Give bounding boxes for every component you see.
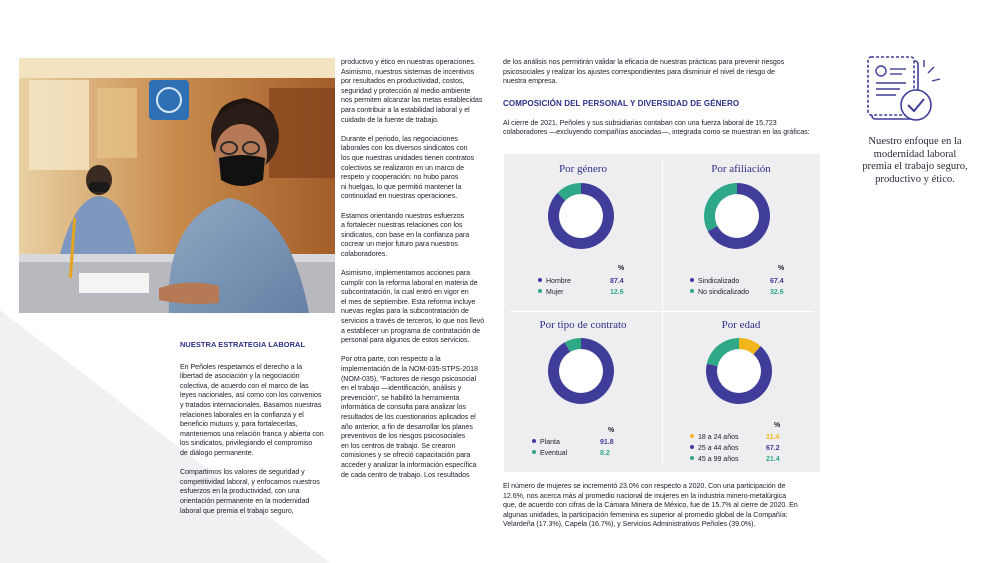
- text-line: respeto y cooperación: no hubo paros: [341, 173, 459, 182]
- text-line: el mes de septiembre. Esta reforma incluye: [341, 297, 476, 306]
- text-line: implementación de la NOM-035-STPS-2018: [341, 365, 478, 373]
- text-line: El número de mujeres se incrementó 23.0% con respecto a 2020. Con una participación de: [503, 482, 786, 490]
- paragraph: [503, 482, 820, 530]
- text-line: colectiva, de acuerdo con el marco de las: [180, 381, 309, 390]
- column-3: [503, 58, 820, 138]
- paragraph: [341, 58, 496, 125]
- legend-value: 12.6: [610, 289, 624, 296]
- text-line: nuevas reglas para la subcontratación de: [341, 307, 469, 316]
- text-line: esfuerzos en la productividad, con una: [180, 487, 300, 496]
- legend-value: 32.6: [770, 289, 784, 296]
- text-line: modernidad laboral: [873, 148, 957, 160]
- paragraph: [341, 355, 496, 480]
- text-line: de cada centro de trabajo. Los resultados: [341, 470, 470, 479]
- photo-illustration: [19, 58, 335, 313]
- text-line: seguridad y protección al medio ambiente: [341, 86, 471, 95]
- text-line: Estamos orientando nuestros esfuerzos: [341, 211, 465, 220]
- text-line: productivo y ético en nuestras operaciones.: [341, 58, 476, 66]
- text-line: orientación permanente en la modernidad: [180, 496, 310, 505]
- legend-dot-icon: [532, 450, 536, 454]
- text-line: prevención”, se habilitó la herramienta: [341, 393, 460, 402]
- text-line: personal para algunos de estos servicios.: [341, 336, 470, 345]
- text-line: libertad de asociación y la negociación: [180, 372, 300, 381]
- donut-hole: [560, 350, 603, 393]
- text-line: para contribuir a la estabilidad laboral y el: [341, 105, 470, 114]
- text-line: (NOM-035), “Factores de riesgo psicosocial: [341, 374, 477, 383]
- paragraph: [180, 363, 330, 459]
- text-line: en el trabajo —identificación, análisis y: [341, 384, 462, 393]
- legend-label: No sindicalizado: [698, 289, 749, 296]
- text-line: los sindicatos, privilegiando el compromiso: [180, 439, 313, 448]
- text-line: a establecer un programa de contratación de: [341, 326, 481, 335]
- chart-legend: [532, 437, 622, 459]
- worker-photo: [19, 58, 335, 313]
- text-line: y tratados internacionales. Basamos nuestras: [180, 400, 322, 409]
- text-line: sindicatos, con base en la confianza para: [341, 230, 470, 239]
- legend-entry: [690, 287, 790, 298]
- legend-label: Eventual: [540, 450, 568, 457]
- text-line: subcontratación, la cual entró en vigor en: [341, 288, 469, 297]
- legend-value: 21.4: [766, 456, 780, 463]
- unit-label: %: [778, 265, 785, 272]
- legend-value: 87.4: [610, 278, 624, 285]
- chart-legend: [538, 276, 628, 298]
- text-line: leyes nacionales, así como con los convenios: [180, 391, 322, 400]
- legend-label: Hombre: [546, 278, 571, 285]
- legend-entry: [690, 432, 790, 443]
- chart-title: Por afiliación: [711, 163, 771, 175]
- column-2: [341, 58, 496, 480]
- legend-label: 18 a 24 años: [698, 434, 739, 441]
- legend-dot-icon: [690, 445, 694, 449]
- legend-entry: [690, 454, 790, 465]
- legend-value: 67.4: [770, 278, 784, 285]
- legend-dot-icon: [690, 434, 694, 438]
- charts-panel: [504, 154, 820, 472]
- donut-chart: [546, 181, 616, 251]
- text-line: psicosociales y realizar los ajustes correspondientes para disminuir el nivel de riesgo de: [503, 67, 775, 76]
- text-line: Compartimos los valores de seguridad y: [180, 468, 305, 477]
- paragraph: [180, 468, 330, 516]
- text-line: colaboradores —excluyendo compañías asociadas—, integrada como se muestran en las gráficas:: [503, 128, 810, 137]
- text-line: beneficio mutuos y, para fortalecerlas,: [180, 420, 298, 429]
- paragraph: [341, 135, 496, 202]
- section-heading: NUESTRA ESTRATEGIA LABORAL: [180, 340, 306, 349]
- legend-value: 11.4: [766, 434, 780, 441]
- text-line: Asimismo, nuestros sistemas de incentivos: [341, 67, 475, 76]
- text-line: comisiones y se ofreció capacitación para: [341, 451, 471, 460]
- text-line: Al cierre de 2021, Peñoles y sus subsidiarias contaban con una fuerza laboral de 15,723: [503, 118, 777, 127]
- column-1: [180, 340, 330, 516]
- paragraph: [503, 58, 820, 87]
- legend-value: 67.2: [766, 445, 780, 452]
- legend-entry: [532, 448, 622, 459]
- legend-label: Mujer: [546, 289, 564, 296]
- legend-label: Sindicalizado: [698, 278, 740, 285]
- text-line: mantenemos una relación franca y abierta con: [180, 429, 324, 438]
- donut-chart: [704, 336, 774, 406]
- text-line: año anterior, a fin de desarrollar los planes: [341, 422, 473, 431]
- text-line: productivo y ético.: [875, 173, 955, 185]
- text-line: de los análisis nos permitirán validar la eficacia de nuestras prácticas para prevenir riesgos: [503, 58, 785, 66]
- divider: [662, 160, 663, 466]
- paragraph: [341, 269, 496, 346]
- paragraph: [341, 212, 496, 260]
- text-line: colaboradores.: [341, 249, 388, 258]
- text-line: nos permiten alcanzar las metas establecidas: [341, 96, 483, 105]
- text-line: competitividad laboral, y enfocamos nuestros: [180, 477, 320, 486]
- text-line: cuidado de la fuente de trabajo.: [341, 115, 439, 124]
- chart-legend: [690, 276, 790, 298]
- text-line: laborales con los diversos sindicatos con: [341, 144, 468, 153]
- legend-value: 91.8: [600, 439, 614, 446]
- chart-title: Por tipo de contrato: [539, 319, 627, 331]
- section-heading: COMPOSICIÓN DEL PERSONAL Y DIVERSIDAD DE GÉNERO: [503, 98, 740, 108]
- text-line: En Peñoles respetamos el derecho a la: [180, 362, 302, 371]
- text-line: por resultados en productividad, costos,: [341, 77, 465, 86]
- text-line: que, de acuerdo con cifras de la Cámara Minera de México, fue de 15.7% al cierre de 2020. En: [503, 501, 798, 510]
- chart-title: Por género: [559, 163, 607, 175]
- text-line: nuestra empresa.: [503, 77, 558, 86]
- donut-chart: [702, 181, 772, 251]
- donut-hole: [716, 195, 759, 238]
- legend-dot-icon: [538, 289, 542, 293]
- legend-dot-icon: [690, 278, 694, 282]
- legend-value: 8.2: [600, 450, 610, 457]
- text-line: cumplir con la reforma laboral en materia de: [341, 278, 478, 287]
- text-line: ni huelgas, lo que permitió mantener la: [341, 182, 462, 191]
- legend-label: 45 a 99 años: [698, 456, 739, 463]
- text-line: servicios a través de terceros, lo que nos llevó: [341, 317, 485, 326]
- donut-hole: [560, 195, 603, 238]
- legend-entry: [538, 287, 628, 298]
- text-line: acceder y analizar la información específica: [341, 460, 477, 469]
- donut-hole: [718, 350, 761, 393]
- text-line: cocrear un mejor futuro para nuestros: [341, 240, 458, 249]
- text-line: de diálogo permanente.: [180, 448, 254, 457]
- text-line: informática de consulta para analizar los: [341, 403, 466, 412]
- legend-dot-icon: [690, 289, 694, 293]
- legend-label: 25 a 44 años: [698, 445, 739, 452]
- text-line: algunas unidades, la participación femenina es superior al promedio global de la Compañía:: [503, 510, 788, 519]
- legend-dot-icon: [690, 456, 694, 460]
- text-line: preventivos de los riesgos psicosociales: [341, 432, 466, 441]
- legend-entry: [538, 276, 628, 287]
- legend-dot-icon: [538, 278, 542, 282]
- legend-entry: [690, 276, 790, 287]
- legend-dot-icon: [532, 439, 536, 443]
- sidebar-quote: [835, 136, 995, 186]
- unit-label: %: [608, 427, 615, 434]
- text-line: los que nuestras unidades tienen contratos: [341, 153, 475, 162]
- text-line: Por otra parte, con respecto a la: [341, 355, 441, 364]
- text-line: Asimismo, implementamos acciones para: [341, 269, 471, 278]
- unit-label: %: [618, 265, 625, 272]
- document-check-icon: [866, 55, 946, 130]
- text-line: Velardeña (17.3%), Capela (16.7%), y Servicios Administrativos Peñoles (39.0%).: [503, 520, 756, 529]
- text-line: Durante el periodo, las negociaciones: [341, 134, 458, 143]
- paragraph: [503, 119, 820, 138]
- legend-entry: [532, 437, 622, 448]
- text-line: laboral que premia el trabajo seguro,: [180, 506, 294, 515]
- text-line: a fortalecer nuestras relaciones con los: [341, 221, 463, 230]
- legend-entry: [690, 443, 790, 454]
- text-line: continuidad en nuestras operaciones.: [341, 192, 458, 201]
- unit-label: %: [774, 422, 781, 429]
- divider: [510, 311, 814, 312]
- text-line: colectivos se realizaron en un marco de: [341, 163, 465, 172]
- text-line: resultados de los cuestionarios aplicados el: [341, 412, 476, 421]
- text-line: en los centros de trabajo. Se crearon: [341, 441, 456, 450]
- text-line: premia el trabajo seguro,: [862, 161, 968, 172]
- donut-chart: [546, 336, 616, 406]
- chart-legend: [690, 432, 790, 465]
- text-line: 12.6%, nos acerca más al promedio nacional de mujeres en la industria minero-metalúrgica: [503, 491, 787, 500]
- text-line: Nuestro enfoque en la: [868, 136, 962, 147]
- text-line: relaciones laborales en la confianza y el: [180, 410, 304, 419]
- legend-label: Planta: [540, 439, 560, 446]
- chart-title: Por edad: [721, 319, 761, 331]
